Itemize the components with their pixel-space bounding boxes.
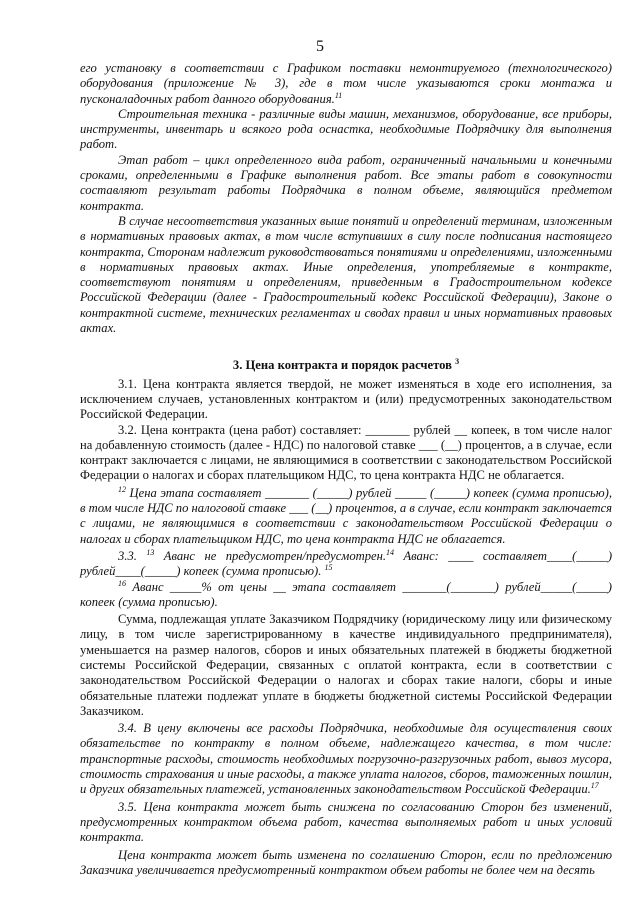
clause-text: Аванс: ____ составляет____(_____) рублей____(_____) копеек (сумма прописью). — [80, 548, 613, 579]
clause-advance — [80, 580, 612, 611]
clause-3-4 — [80, 721, 612, 797]
page-content — [80, 61, 612, 878]
clause-3-3 — [80, 549, 612, 580]
footnote-ref: 15 — [324, 563, 333, 573]
paragraph-construction-equipment: Строительная техника - различные виды машин, механизмов, оборудование, все приборы, инструменты, инвентарь и всякого рода оснастка, необходимые Подрядчику для выполнения работ. — [80, 106, 612, 152]
clause-3-2: 3.2. Цена контракта (цена работ) составляет: _______ рублей __ копеек, в том числе налог на добавленную стоимость (далее - НДС) по налоговой ставке ___ (__) процентов, а в случае, если контракт заключается с лицами, не являющимися в соответствии с законодательством Российской Федерации о налогах и сборах плательщиком НДС, то цена контракта НДС не облагается. — [80, 422, 612, 483]
paragraph-installation — [80, 61, 612, 107]
clause-text: Аванс _____% от цены __ этапа составляет _______(_______) рублей_____(_____) копеек (сумма прописью). — [80, 579, 612, 609]
paragraph-text: его установку в соответствии с Графиком поставки немонтируемого (технологического) оборудования (приложение № 3), где в том числе указываются сроки монтажа и пусконаладочных работ данного оборудования. — [80, 61, 612, 106]
clause-price-change: Цена контракта может быть изменена по соглашению Сторон, если по предложению Заказчика увеличивается предусмотренный контрактом объем работы не более чем на десять — [80, 847, 612, 877]
page-number: 5 — [316, 38, 324, 55]
paragraph-definitions: В случае несоответствия указанных выше понятий и определений терминам, изложенным в нормативных правовых актах, в том числе вступивших в силу после подписания настоящего контракта, Сторонам надлежит руководствоваться понятиями и определениями, изложенными в нормативных правовых актах. Иные определения, употребляемые в контракте, соответствуют понятиям и определениям, приведенным в Градостроительном кодексе Российской Федерации (далее - Градостроительный кодекс Российской Федерации), Законе о контрактной системе, технических регламентах и сводах правил и иных нормативных правовых актах. — [80, 213, 612, 336]
clause-tax: Сумма, подлежащая уплате Заказчиком Подрядчику (юридическому лицу или физическому лицу, в том числе зарегистрированному в качестве индивидуального предпринимателя), уменьшается на размер налогов, сборов и иных обязательных платежей в бюджеты бюджетной системы Российской Федерации, связанных с оплатой контракта, если в соответствии с законодательством Российской Федерации о налогах и сборах такие налоги, сборы и иные обязательные платежи подлежат уплате в бюджеты бюджетной системы Российской Федерации Заказчиком. — [80, 612, 612, 718]
section-heading — [80, 358, 612, 373]
clause-text: Аванс не предусмотрен/предусмотрен. — [163, 548, 386, 563]
paragraph-work-stage: Этап работ – цикл определенного вида работ, ограниченный начальными и конечными сроками, определенными в Графике выполнения работ. Все этапы работ в совокупности составляют результат работы Подрядчика в полном объеме, являющийся предметом контракта. — [80, 152, 612, 213]
clause-text: Цена этапа составляет _______ (_____) рублей _____ (_____) копеек (сумма прописью), в том числе НДС по налоговой ставке ___ (__) процентов, а в случае, если контракт заключается с лицами, не являющимися в соответствии с законодательством Российской Федерации о налогах и сборах плательщиком НДС, то цена контракта НДС не облагается. — [80, 485, 613, 546]
footnote-ref: 17 — [590, 781, 599, 791]
clause-stage-price — [80, 486, 612, 547]
clause-text: 3.4. В цену включены все расходы Подрядчика, необходимые для осуществления своих обязательстве по контракту в полном объеме, надлежащего качества, в том числе: транспортные расходы, стоимость необходимых погрузочно-разгрузочных работ, вывоз мусора, стоимость страхования и иные расходы, а также уплата налогов, сборов, таможенных пошлин, и других обязательных платежей, установленных законодательством Российской Федерации. — [80, 721, 612, 797]
footnote-ref: 3 — [455, 357, 460, 367]
footnote-ref: 14 — [386, 547, 394, 557]
footnote-ref: 13 — [146, 547, 155, 557]
footnote-ref: 11 — [334, 90, 343, 100]
clause-3-1: 3.1. Цена контракта является твердой, не может изменяться в ходе его исполнения, за исключением случаев, установленных контрактом и (или) предусмотренных законодательством Российской Федерации. — [80, 376, 612, 422]
footnote-ref: 12 — [118, 484, 126, 494]
section-title: 3. Цена контракта и порядок расчетов — [232, 358, 452, 373]
clause-number: 3.3. — [118, 548, 137, 563]
clause-3-5: 3.5. Цена контракта может быть снижена по согласованию Сторон без изменений, предусмотренных контрактом объема работ, качества выполняемых работ и иных условий контракта. — [80, 799, 612, 845]
footnote-ref: 16 — [118, 578, 126, 588]
